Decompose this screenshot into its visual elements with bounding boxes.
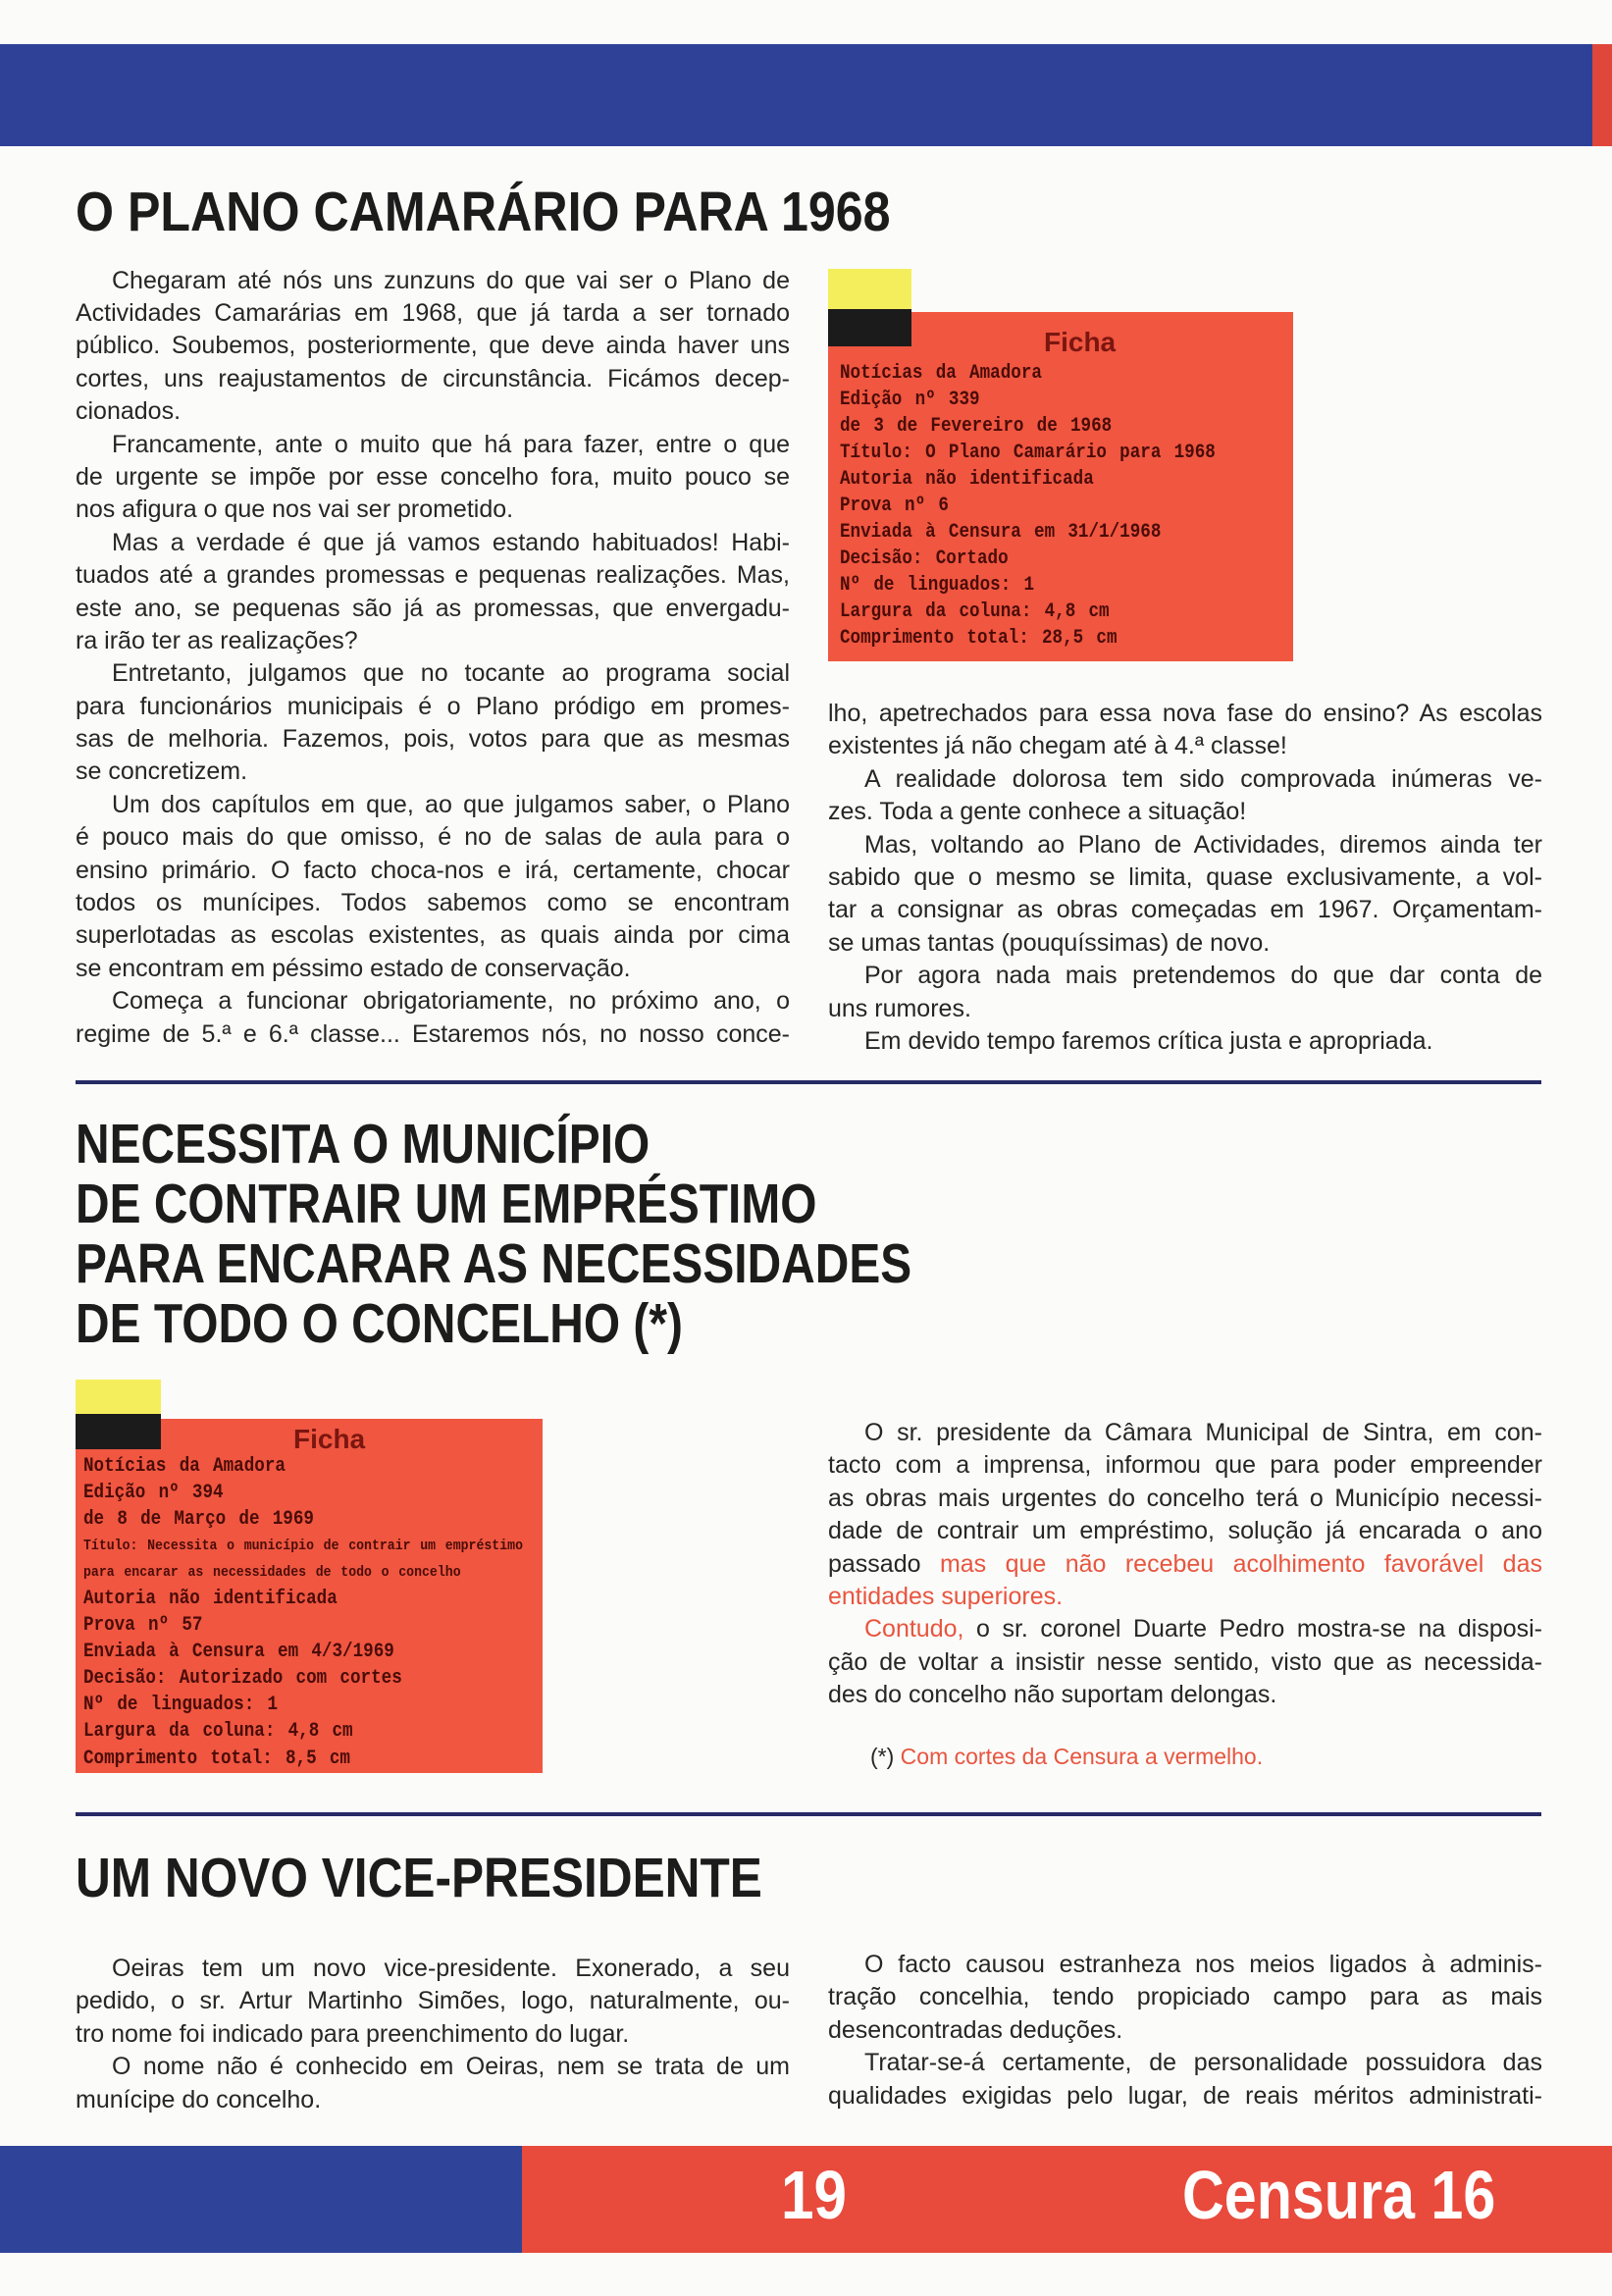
- text-line: nos afigura o que nos vai ser prometido.: [76, 496, 514, 524]
- footnote-text: Com cortes da Censura a vermelho.: [900, 1744, 1264, 1769]
- article-1-right-column: [828, 698, 1542, 1058]
- line-text: tacto com a imprensa, informou que para poder empreender: [828, 1451, 1542, 1480]
- ficha-line: Decisão: Cortado: [840, 548, 1009, 571]
- ficha-line: de 3 de Fevereiro de 1968: [840, 414, 1113, 438]
- text-line: [828, 1646, 1542, 1679]
- footnote-marker: (*): [870, 1744, 895, 1769]
- text-line: para funcionários municipais é o Plano pródigo em promes-: [76, 692, 790, 720]
- article-2-column: [828, 1417, 1542, 1712]
- text-line: Mas, voltando ao Plano de Actividades, diremos ainda ter: [864, 830, 1542, 859]
- ficha-line: Comprimento total: 28,5 cm: [840, 627, 1118, 651]
- line-text: dade de contrair um empréstimo, solução já encarada o ano: [828, 1517, 1542, 1545]
- header-band: [0, 44, 1592, 146]
- ficha-tab-yellow: [76, 1380, 161, 1415]
- publication-title: Censura 16: [1182, 2157, 1496, 2233]
- censored-text: Contudo,: [864, 1615, 964, 1644]
- text-line: superlotadas as escolas existentes, as quais ainda por cima: [76, 921, 790, 950]
- text-line: munícipe do concelho.: [76, 2085, 322, 2113]
- text-line: ra irão ter as realizações?: [76, 626, 358, 654]
- ficha-line: Largura da coluna: 4,8 cm: [83, 1720, 353, 1744]
- text-line: existentes já não chegam até à 4.ª classe!: [828, 732, 1287, 760]
- text-line: tro nome foi indicado para preenchimento do lugar.: [76, 2019, 630, 2048]
- text-line: [828, 1515, 1542, 1547]
- page-number: 19: [781, 2157, 847, 2233]
- censored-text: entidades superiores.: [828, 1582, 1064, 1610]
- ficha-line: Nº de linguados: 1: [840, 574, 1035, 598]
- text-line: público. Soubemos, posteriormente, que deve ainda haver uns: [76, 332, 790, 360]
- text-line: [828, 1581, 1542, 1613]
- text-line: é pouco mais do que omisso, é no de salas de aula para o: [76, 823, 790, 852]
- ficha-details: [83, 1453, 541, 1772]
- ficha-line: Notícias da Amadora: [83, 1454, 286, 1478]
- text-line: [828, 1548, 1542, 1581]
- text-line: Um dos capítulos em que, ao que julgamos saber, o Plano: [112, 790, 790, 818]
- ficha-tab-yellow: [828, 269, 911, 310]
- ficha-line: Enviada à Censura em 4/3/1969: [83, 1641, 394, 1664]
- article-3-title: UM NOVO VICE-PRESIDENTE: [76, 1847, 762, 1909]
- text-line: [828, 1679, 1542, 1711]
- line-text: o sr. coronel Duarte Pedro mostra-se na disposi-: [976, 1615, 1542, 1644]
- text-line: tração concelhia, tendo propiciado campo para as mais: [828, 1983, 1542, 2011]
- text-line: [828, 1613, 1542, 1645]
- article-1-left-column: [76, 265, 790, 1051]
- text-line: [828, 1449, 1542, 1482]
- text-line: cionados.: [76, 397, 182, 426]
- text-line: regime de 5.ª e 6.ª classe... Estaremos nós, no nosso conce-: [76, 1019, 790, 1048]
- ficha-details: [840, 360, 1297, 652]
- ficha-line: Prova nº 57: [83, 1614, 203, 1638]
- ficha-line: Edição nº 394: [83, 1481, 224, 1504]
- text-line: Actividades Camarárias em 1968, que já tarda a ser tornado: [76, 298, 790, 327]
- text-line: [828, 1417, 1542, 1449]
- line-text: passado: [828, 1549, 921, 1578]
- article-1-title: O PLANO CAMARÁRIO PARA 1968: [76, 181, 891, 243]
- censored-text: mas que não recebeu acolhimento favorável das: [939, 1549, 1542, 1578]
- line-text: O sr. presidente da Câmara Municipal de Sintra, em con-: [864, 1419, 1542, 1446]
- line-text: des do concelho não suportam delongas.: [828, 1681, 1277, 1709]
- text-line: zes. Toda a gente conhece a situação!: [828, 798, 1247, 826]
- text-line: Em devido tempo faremos crítica justa e apropriada.: [864, 1026, 1433, 1055]
- article-2-title: [76, 1115, 911, 1354]
- ficha-line: para encarar as necessidades de todo o concelho: [83, 1563, 461, 1581]
- text-line: Começa a funcionar obrigatoriamente, no próximo ano, o: [112, 987, 790, 1016]
- text-line: pedido, o sr. Artur Martinho Simões, logo, naturalmente, ou-: [76, 1987, 790, 2015]
- ficha-line: Prova nº 6: [840, 494, 949, 517]
- text-line: Tratar-se-á certamente, de personalidade possuidora das: [864, 2049, 1542, 2077]
- text-line: uns rumores.: [828, 994, 971, 1022]
- text-line: se encontram em péssimo estado de conservação.: [76, 954, 631, 982]
- text-line: ensino primário. O facto choca-nos e irá, certamente, chocar: [76, 856, 790, 884]
- ficha-line: Enviada à Censura em 31/1/1968: [840, 521, 1162, 545]
- ficha-tab-black: [828, 309, 911, 346]
- ficha-line: Largura da coluna: 4,8 cm: [840, 600, 1110, 624]
- section-divider: [76, 1812, 1541, 1816]
- line-text: ção de voltar a insistir nesse sentido, visto que as necessida-: [828, 1647, 1542, 1676]
- ficha-line: Nº de linguados: 1: [83, 1694, 279, 1717]
- ficha-line: Autoria não identificada: [83, 1587, 338, 1610]
- text-line: tuados até a grandes promessas e pequenas realizações. Mas,: [76, 561, 790, 590]
- text-line: Chegaram até nós uns zunzuns do que vai ser o Plano de: [112, 266, 790, 294]
- ficha-line: Decisão: Autorizado com cortes: [83, 1667, 402, 1691]
- text-line: tar a consignar as obras começadas em 1967. Orçamentam-: [828, 896, 1542, 924]
- title-line: DE CONTRAIR UM EMPRÉSTIMO: [76, 1173, 817, 1235]
- line-text: as obras mais urgentes do concelho terá o Município necessi-: [828, 1484, 1542, 1512]
- text-line: lho, apetrechados para essa nova fase do ensino? As escolas: [828, 700, 1542, 727]
- text-line: cortes, uns reajustamentos de circunstância. Ficámos decep-: [76, 364, 790, 392]
- text-line: se umas tantas (pouquíssimas) de novo.: [828, 928, 1271, 957]
- section-divider: [76, 1080, 1541, 1084]
- ficha-line: Título: Necessita o município de contrair um empréstimo: [83, 1537, 524, 1554]
- footer-band-blue: [0, 2146, 522, 2253]
- text-line: de urgente se impõe por esse concelho fora, muito pouco se: [76, 462, 790, 491]
- text-line: sas de melhoria. Fazemos, pois, votos para que as mesmas: [76, 725, 790, 754]
- text-line: desencontradas deduções.: [828, 2015, 1123, 2044]
- article-3-left-column: [76, 1953, 790, 2116]
- title-line: DE TODO O CONCELHO (*): [76, 1292, 683, 1355]
- article-3-right-column: [828, 1949, 1542, 2113]
- text-line: [828, 1483, 1542, 1515]
- header-band-edge: [1592, 44, 1612, 146]
- text-line: Oeiras tem um novo vice-presidente. Exonerado, a seu: [112, 1955, 790, 1982]
- ficha-heading: Ficha: [1044, 327, 1117, 357]
- ficha-line: Título: O Plano Camarário para 1968: [840, 441, 1216, 464]
- text-line: Francamente, ante o muito que há para fazer, entre o que: [112, 430, 790, 458]
- ficha-line: Comprimento total: 8,5 cm: [83, 1747, 350, 1770]
- text-line: O facto causou estranheza nos meios ligados à adminis-: [864, 1951, 1542, 1978]
- ficha-line: Autoria não identificada: [840, 467, 1094, 491]
- text-line: Mas a verdade é que já vamos estando habituados! Habi-: [112, 528, 790, 556]
- ficha-line: Notícias da Amadora: [840, 361, 1042, 385]
- text-line: Por agora nada mais pretendemos do que dar conta de: [864, 962, 1542, 990]
- ficha-tab-black: [76, 1414, 161, 1449]
- text-line: Entretanto, julgamos que no tocante ao programa social: [112, 659, 790, 688]
- text-line: este ano, se pequenas são já as promessas, que envergadu-: [76, 594, 790, 622]
- text-line: todos os munícipes. Todos sabemos como se encontram: [76, 889, 790, 917]
- ficha-line: de 8 de Março de 1969: [83, 1507, 315, 1531]
- title-line: NECESSITA O MUNICÍPIO: [76, 1113, 650, 1175]
- text-line: O nome não é conhecido em Oeiras, nem se trata de um: [112, 2053, 790, 2081]
- ficha-heading: Ficha: [293, 1424, 366, 1454]
- text-line: qualidades exigidas pelo lugar, de reais méritos administrati-: [828, 2081, 1542, 2110]
- title-line: PARA ENCARAR AS NECESSIDADES: [76, 1232, 912, 1295]
- text-line: sabido que o mesmo se limita, quase exclusivamente, a vol-: [828, 862, 1542, 891]
- footnote: [870, 1741, 1263, 1772]
- text-line: se concretizem.: [76, 757, 248, 786]
- text-line: A realidade dolorosa tem sido comprovada inúmeras ve-: [864, 764, 1542, 793]
- ficha-line: Edição nº 339: [840, 388, 980, 411]
